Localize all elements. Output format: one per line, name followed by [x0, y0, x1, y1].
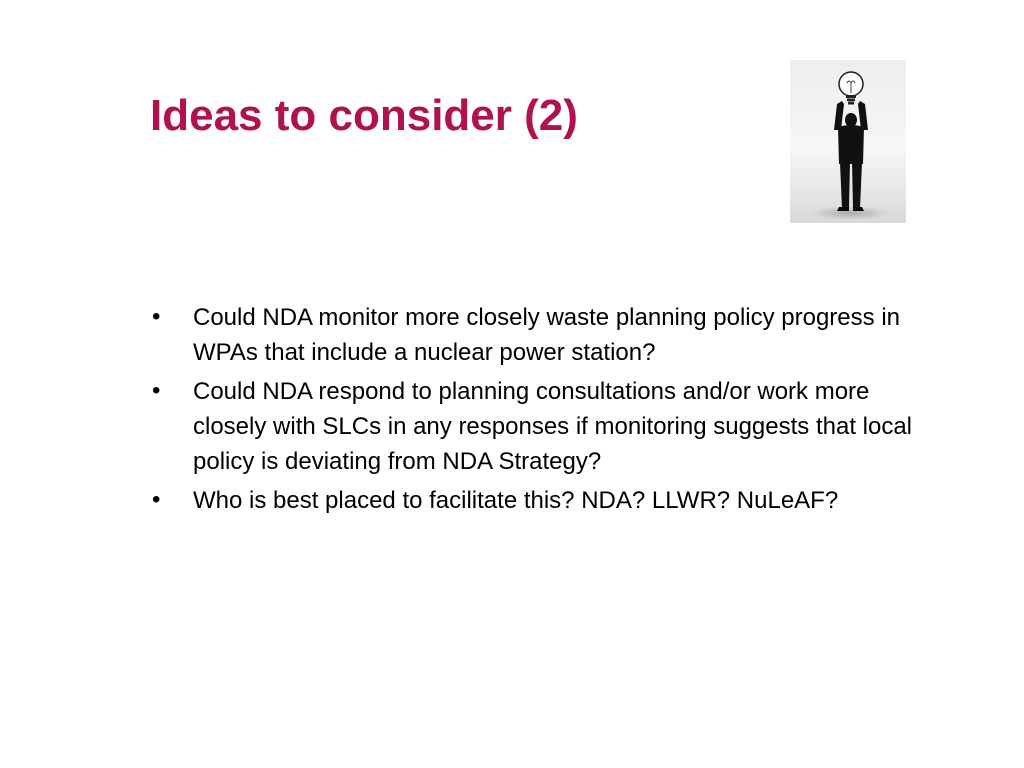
bullet-item [150, 300, 940, 370]
bullet-item [150, 483, 940, 518]
bullet-text: Could NDA respond to planning consultations and/or work more closely with SLCs in any responses if monitoring suggests that local policy is deviating from NDA Strategy? [193, 378, 913, 475]
bullet-dot-icon: • [152, 377, 161, 404]
bullet-text: Could NDA monitor more closely waste planning policy progress in WPAs that include a nuclear power station? [193, 304, 900, 366]
bullet-item [150, 374, 940, 479]
bullet-dot-icon: • [152, 303, 161, 330]
bullet-text: Who is best placed to facilitate this? NDA? LLWR? NuLeAF? [193, 487, 839, 514]
bullet-list [150, 300, 940, 522]
person-holding-lightbulb-icon [790, 60, 906, 223]
bullet-dot-icon: • [152, 486, 161, 513]
slide-title: Ideas to consider (2) [150, 91, 578, 140]
